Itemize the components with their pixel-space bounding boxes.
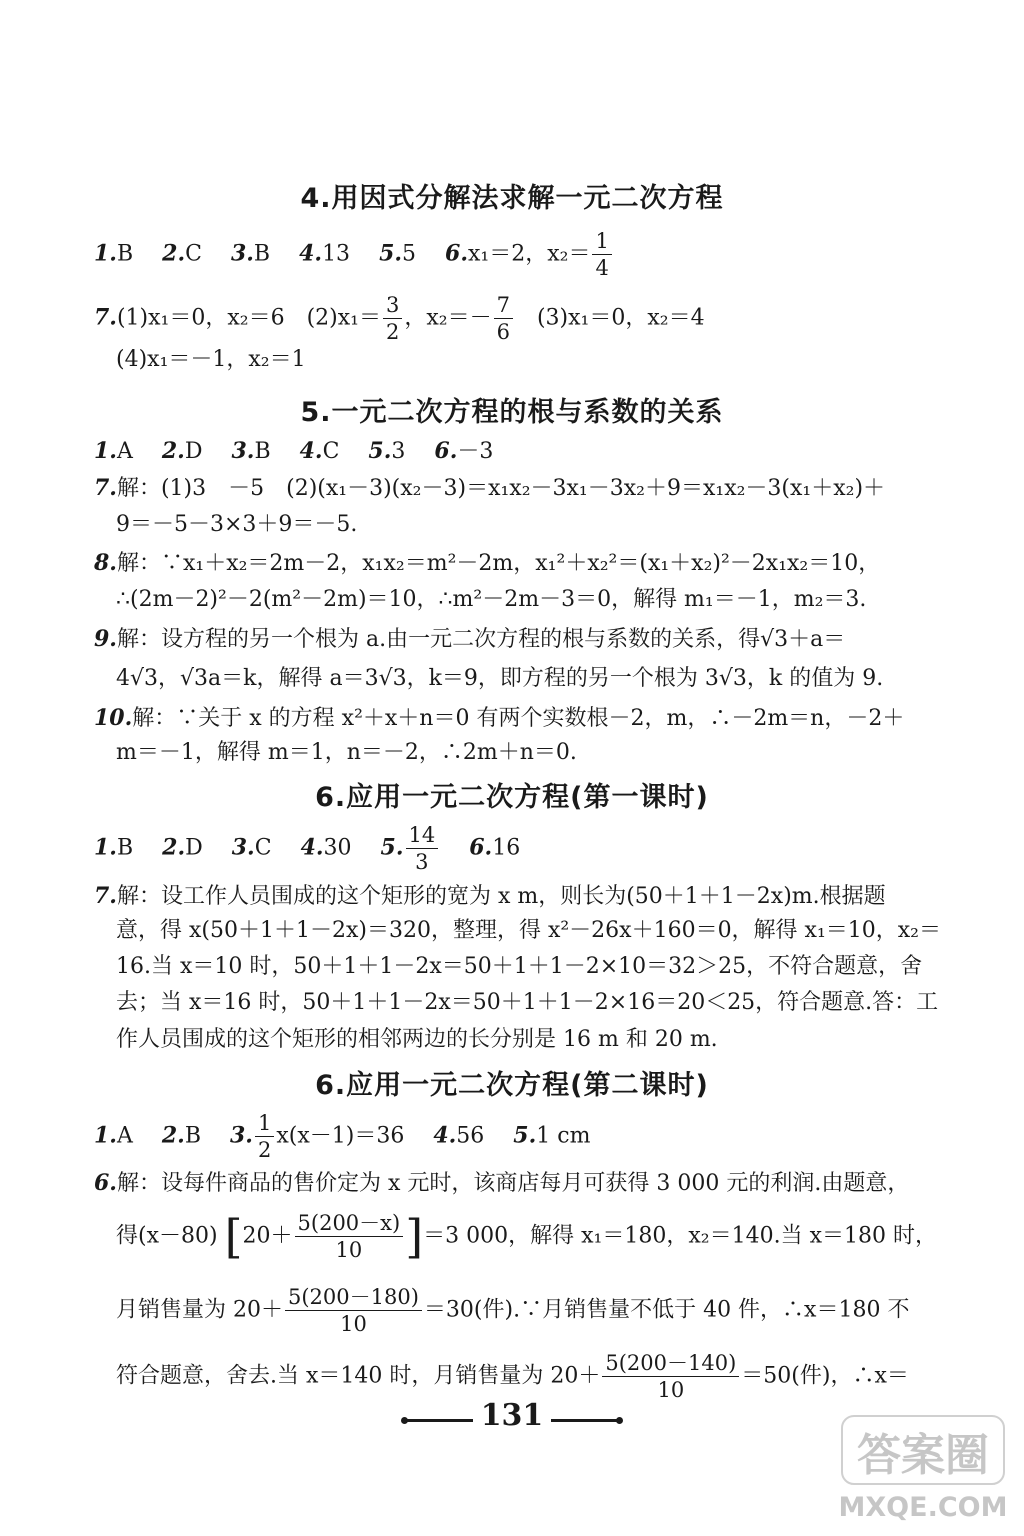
answer: 13 (322, 241, 373, 267)
answer-text: ＝3 000，解得 x₁＝180，x₂＝140.当 x＝180 时， (423, 1223, 937, 1249)
qnum: 4. (433, 1122, 457, 1149)
answer: x₁＝2，x₂＝ (468, 241, 591, 267)
s5-q8-line-2: ∴(2m－2)²－2(m²－2m)＝10，∴m²－2m－3＝0，解得 m₁＝－1，m₂＝3. (116, 587, 867, 612)
s5-q10-line-2: m＝－1，解得 m＝1，n＝－2，∴2m＋n＝0. (116, 740, 577, 765)
denominator: 2 (385, 320, 400, 344)
answer-text: 解：设工作人员围成的这个矩形的宽为 x m，则长为(50＋1＋1－2x)m.根据题 (116, 884, 886, 909)
answer: x(x－1)＝36 (276, 1123, 427, 1149)
answer-text: 解：(1)3 －5 (2)(x₁－3)(x₂－3)＝x₁x₂－3x₁－3x₂＋9＝x₁x₂－3(x₁＋x₂)＋ (116, 476, 886, 501)
s6b-q6-line-1 (94, 1168, 924, 1199)
answer: 56 (456, 1123, 507, 1149)
s5-q7-line-2: 9＝－5－3×3＋9＝－5. (116, 512, 358, 537)
s4-line-1 (94, 228, 924, 281)
qnum: 5. (368, 438, 392, 464)
qnum: 3. (230, 240, 254, 267)
qnum: 2. (162, 834, 186, 861)
fraction (383, 292, 402, 345)
denominator: 10 (657, 1378, 685, 1402)
answer-text: 月销售量为 20＋ (116, 1297, 283, 1323)
qnum: 3. (230, 1122, 253, 1149)
qnum: 3. (231, 438, 255, 464)
numerator: 5(200－x) (295, 1210, 404, 1237)
denominator: 6 (496, 320, 510, 344)
qnum: 1. (94, 240, 117, 267)
s6a-q7-line-1 (94, 881, 924, 912)
answer: B (184, 1123, 223, 1149)
answer: 5 (402, 241, 439, 267)
s5-q9-line-2: 4√3，√3a＝k，解得 a＝3√3，k＝9，即方程的另一个根为 3√3，k 的值为 9. (116, 666, 884, 691)
answer: C (185, 241, 224, 267)
answer: B (253, 241, 293, 267)
numerator: 7 (494, 292, 513, 319)
qnum: 7. (94, 475, 117, 501)
ornament-right (551, 1419, 617, 1422)
fraction (295, 1210, 404, 1263)
answer-text: 得(x－80) (116, 1223, 218, 1249)
answer: C (254, 835, 294, 861)
s4-line-3: (4)x₁＝－1，x₂＝1 (116, 347, 306, 372)
watermark-logo (784, 1408, 1010, 1528)
numerator: 5(200－180) (285, 1284, 422, 1311)
answer: －3 (457, 439, 494, 464)
s5-q8-line-1 (94, 548, 924, 579)
answer-text: ＝30(件).∵月销售量不低于 40 件，∴x＝180 不 (423, 1297, 910, 1323)
s6a-q7-line-4: 去；当 x＝16 时，50＋1＋1－2x＝50＋1＋1－2×16＝20＜25，符合题意.答：工 (116, 990, 939, 1015)
s5-q10-line-1 (94, 703, 924, 734)
numerator: 1 (592, 228, 611, 255)
denominator: 3 (415, 850, 429, 874)
denominator: 2 (257, 1138, 272, 1162)
section-5-title: 5.一元二次方程的根与系数的关系 (300, 397, 724, 428)
qnum: 8. (94, 550, 117, 576)
numerator: 3 (383, 292, 402, 319)
s5-q7-line-1 (94, 473, 924, 504)
s6a-q7-line-2: 意，得 x(50＋1＋1－2x)＝320，整理，得 x²－26x＋160＝0，解得 x₁＝10，x₂＝ (116, 918, 942, 943)
answer-text: 解：设方程的另一个根为 a.由一元二次方程的根与系数的关系，得√3＋a＝ (116, 627, 846, 652)
qnum: 10. (94, 705, 133, 731)
s6b-q6-line-3 (116, 1284, 946, 1337)
qnum: 4. (299, 240, 323, 267)
answer: B (116, 835, 156, 861)
s6b-q6-line-4 (116, 1350, 946, 1403)
answer-text: ＝50(件)，∴x＝ (741, 1363, 909, 1389)
s6a-q7-line-5: 作人员围成的这个矩形的相邻两边的长分别是 16 m 和 20 m. (116, 1027, 718, 1052)
qnum: 2. (162, 240, 186, 267)
fraction (602, 1350, 739, 1403)
qnum: 1. (94, 1122, 117, 1149)
qnum: 1. (94, 834, 117, 861)
right-bracket: ] (405, 1209, 424, 1264)
page-number: 131 (480, 1398, 544, 1433)
answer-text: 20＋ (242, 1223, 293, 1249)
answer: B (116, 241, 156, 267)
answer: ，x₂＝－ (404, 305, 492, 331)
qnum: 5. (379, 240, 403, 267)
answer: 16 (492, 835, 521, 861)
answer-text: 解：设每件商品的售价定为 x 元时，该商店每月可获得 3 000 元的利润.由题意， (116, 1171, 910, 1196)
logo-url: MXQE.COM (838, 1492, 1008, 1523)
denominator: 4 (595, 256, 609, 280)
s6a-q7-line-3: 16.当 x＝10 时，50＋1＋1－2x＝50＋1＋1－2×10＝32＞25，不符合题意，舍 (116, 954, 923, 979)
qnum: 4. (300, 834, 324, 861)
answer: B (254, 439, 293, 464)
answer: (3)x₁＝0，x₂＝4 (514, 305, 705, 331)
s6a-line-1 (94, 822, 924, 875)
qnum: 7. (94, 883, 117, 909)
answer: 3 (391, 439, 428, 464)
qnum: 5. (380, 834, 404, 861)
section-6a-title: 6.应用一元二次方程(第一课时) (315, 782, 709, 813)
qnum: 6. (94, 1170, 117, 1196)
answer: (1)x₁＝0，x₂＝6 (2)x₁＝ (116, 305, 381, 331)
qnum: 2. (161, 1122, 185, 1149)
fraction (592, 228, 611, 281)
qnum: 4. (299, 438, 323, 464)
answer: 1 cm (536, 1123, 591, 1149)
s5-q9-line-1 (94, 624, 924, 655)
qnum: 9. (94, 626, 117, 652)
section-4-title: 4.用因式分解法求解一元二次方程 (300, 183, 724, 214)
denominator: 10 (340, 1312, 367, 1336)
answer: 30 (323, 835, 374, 861)
s6b-line-1 (94, 1110, 924, 1163)
qnum: 6. (469, 834, 493, 861)
numerator: 14 (406, 822, 439, 849)
qnum: 1. (94, 438, 117, 464)
left-bracket: [ (224, 1209, 243, 1264)
ornament-left (407, 1419, 473, 1422)
answer: A (116, 439, 155, 464)
s5-line-1 (94, 436, 924, 467)
qnum: 3. (231, 834, 255, 861)
s4-line-2 (94, 292, 924, 345)
qnum: 7. (94, 304, 117, 331)
answer: D (184, 439, 225, 464)
qnum: 6. (445, 240, 468, 267)
section-6b-title: 6.应用一元二次方程(第二课时) (315, 1070, 709, 1101)
denominator: 10 (335, 1238, 363, 1262)
answer-text: 解：∵关于 x 的方程 x²＋x＋n＝0 有两个实数根－2，m，∴－2m＝n，－2＋ (132, 706, 905, 731)
numerator: 1 (255, 1110, 274, 1137)
qnum: 6. (434, 438, 458, 464)
fraction (255, 1110, 274, 1163)
answer: D (185, 835, 225, 861)
fraction (494, 292, 513, 345)
answer: A (116, 1123, 155, 1149)
answer-text: 解：∵x₁＋x₂＝2m－2，x₁x₂＝m²－2m，x₁²＋x₂²＝(x₁＋x₂)²－2x₁x₂＝10， (116, 551, 881, 576)
fraction (285, 1284, 422, 1337)
answer: C (322, 439, 362, 464)
qnum: 2. (161, 438, 185, 464)
s6b-q6-line-2 (116, 1210, 946, 1263)
qnum: 5. (513, 1122, 537, 1149)
answer-text: 符合题意，舍去.当 x＝140 时，月销售量为 20＋ (116, 1363, 601, 1389)
fraction (406, 822, 439, 875)
logo-text: 答案圈 (857, 1430, 989, 1481)
numerator: 5(200－140) (602, 1350, 739, 1377)
